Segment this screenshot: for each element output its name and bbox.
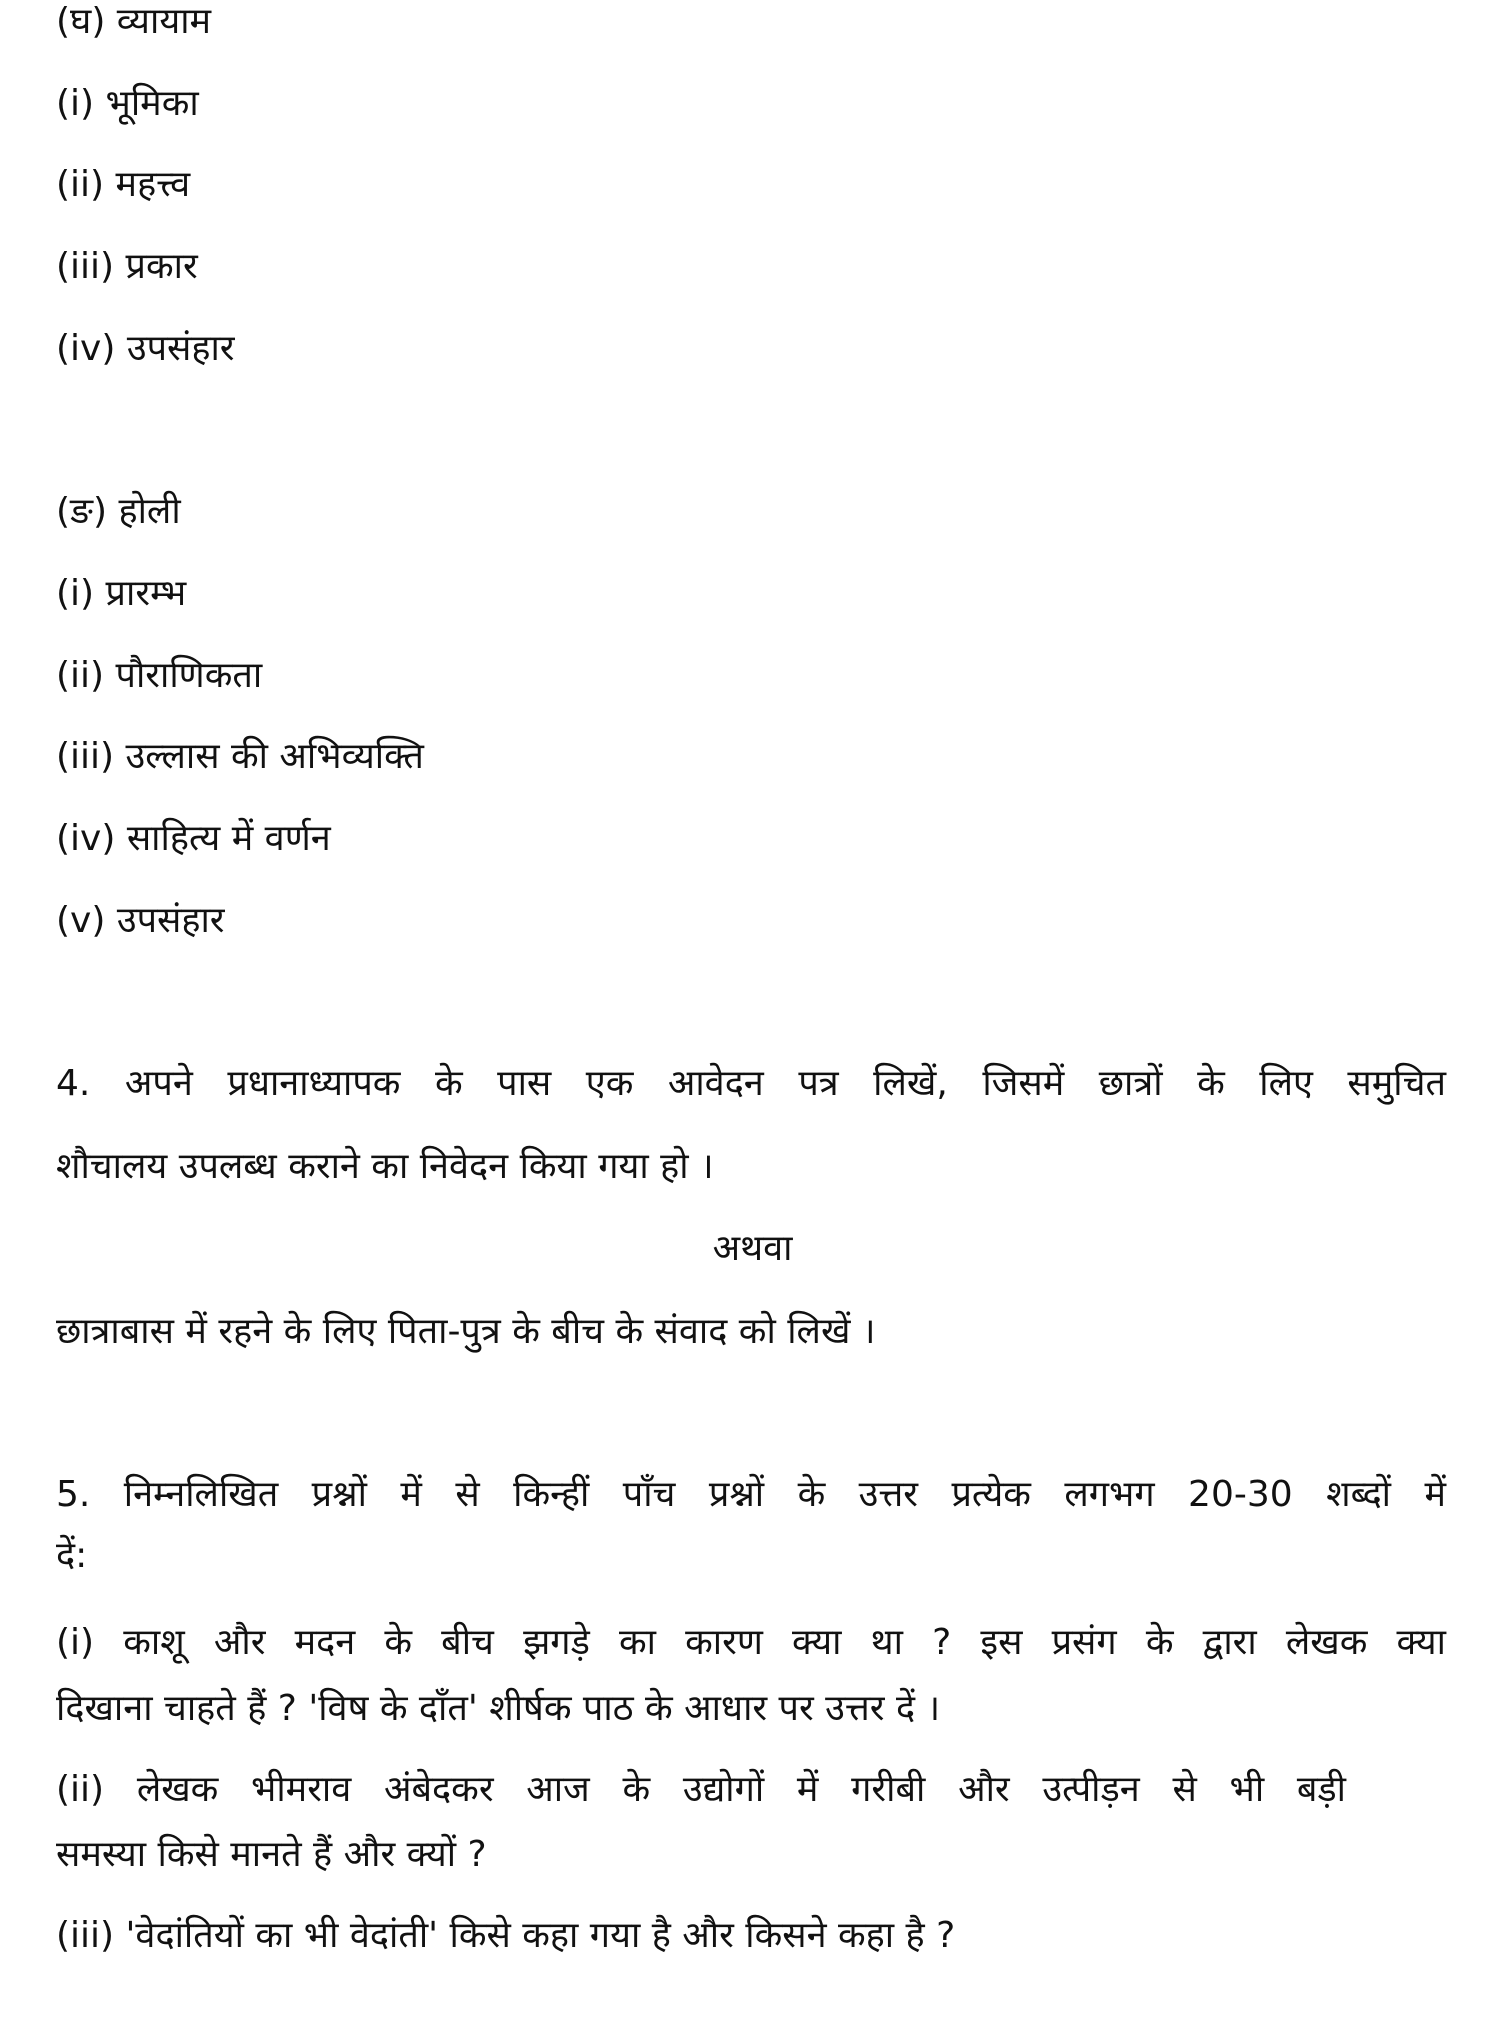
- list-item: (i) भूमिका: [56, 83, 199, 124]
- list-item: (iii) उल्लास की अभिव्यक्ति: [56, 736, 424, 777]
- section-title: (ङ) होली: [56, 491, 181, 532]
- question-text: दें:: [56, 1535, 88, 1576]
- sub-question: (ii) लेखक भीमराव अंबेदकर आज के उद्योगों में गरीबी और उत्पीड़न से भी बड़ी: [56, 1769, 1346, 1810]
- list-item: (v) उपसंहार: [56, 900, 225, 941]
- question-alternative: छात्राबास में रहने के लिए पिता-पुत्र के बीच के संवाद को लिखें ।: [56, 1311, 876, 1352]
- sub-question: दिखाना चाहते हैं ? 'विष के दाँत' शीर्षक पाठ के आधार पर उत्तर दें ।: [56, 1688, 941, 1729]
- list-item: (i) प्रारम्भ: [56, 573, 187, 614]
- list-item: (ii) महत्त्व: [56, 164, 191, 205]
- section-title: (घ) व्यायाम: [56, 1, 212, 42]
- sub-question: समस्या किसे मानते हैं और क्यों ?: [56, 1834, 487, 1875]
- question-text: 5. निम्नलिखित प्रश्नों में से किन्हीं पाँच प्रश्नों के उत्तर प्रत्येक लगभग 20-30 शब्दों में: [56, 1474, 1446, 1515]
- or-separator: अथवा: [712, 1228, 793, 1269]
- sub-question: (i) काशू और मदन के बीच झगड़े का कारण क्या था ? इस प्रसंग के द्वारा लेखक क्या: [56, 1622, 1446, 1663]
- list-item: (ii) पौराणिकता: [56, 655, 263, 696]
- sub-question: (iii) 'वेदांतियों का भी वेदांती' किसे कहा गया है और किसने कहा है ?: [56, 1915, 956, 1956]
- question-text: 4. अपने प्रधानाध्यापक के पास एक आवेदन पत्र लिखें, जिसमें छात्रों के लिए समुचित: [56, 1063, 1446, 1104]
- question-text: शौचालय उपलब्ध कराने का निवेदन किया गया हो ।: [56, 1146, 714, 1187]
- list-item: (iv) उपसंहार: [56, 328, 235, 369]
- list-item: (iv) साहित्य में वर्णन: [56, 818, 331, 859]
- list-item: (iii) प्रकार: [56, 246, 198, 287]
